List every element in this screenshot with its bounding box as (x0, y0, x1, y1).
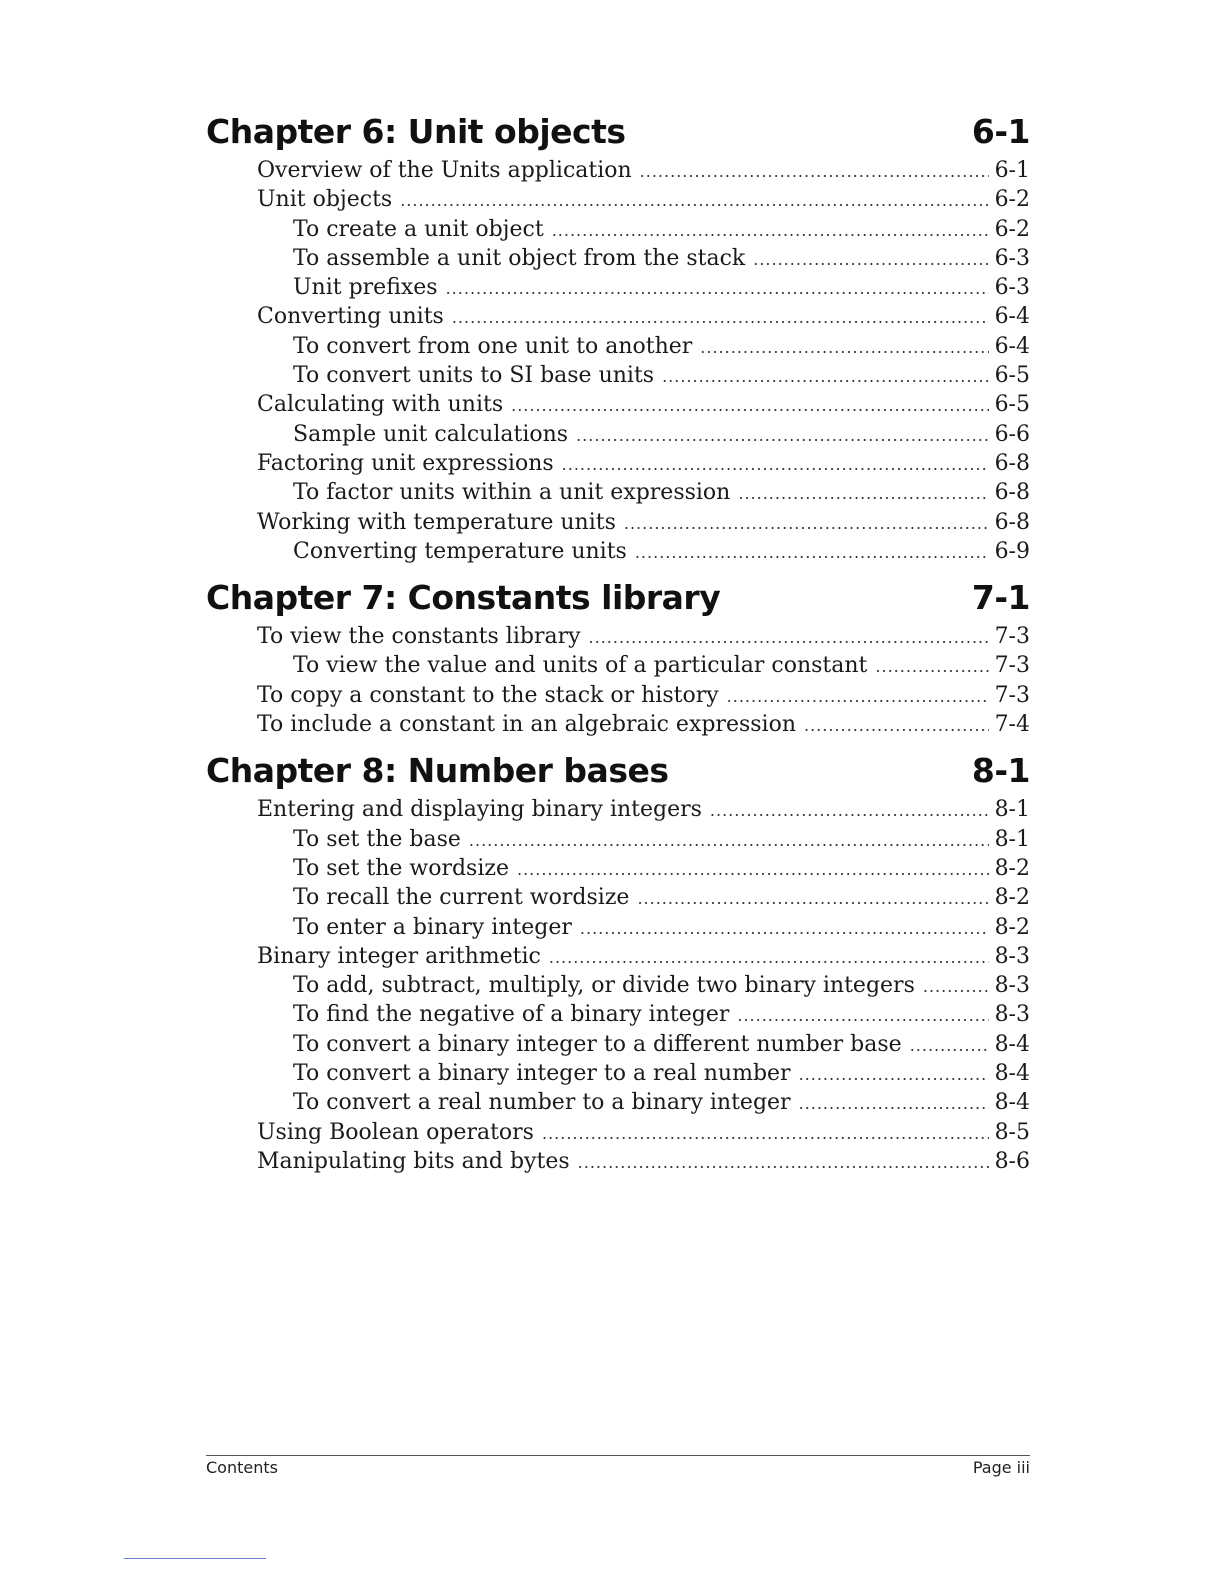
toc-entry-title: To assemble a unit object from the stack (293, 245, 746, 271)
toc-entry[interactable] (206, 361, 1030, 390)
chapter-page: 7-1 (971, 578, 1030, 618)
toc-entry-title: Unit objects (257, 187, 393, 213)
dot-leader (469, 826, 989, 855)
toc-entry-title: Overview of the Units application (257, 158, 632, 183)
dot-leader (580, 914, 989, 943)
dot-leader (727, 682, 989, 711)
toc-entry-page: 7-3 (994, 682, 1030, 708)
toc-entry-title: To enter a binary integer (293, 914, 572, 940)
dot-leader (700, 333, 988, 362)
toc-entry-page: 8-3 (994, 1002, 1030, 1028)
dot-leader (517, 855, 989, 884)
toc-entry-title: To include a constant in an algebraic expression (257, 712, 796, 738)
toc-entry[interactable] (206, 537, 1030, 566)
toc-entry-page: 8-1 (994, 797, 1030, 823)
toc-entry-page: 8-4 (994, 1090, 1030, 1116)
chapter-title: Chapter 7: Constants library (206, 578, 721, 618)
dot-leader (637, 884, 988, 913)
toc-entry-title: To view the value and units of a particular constant (293, 653, 868, 679)
toc-entry-title: Calculating with units (257, 392, 504, 418)
dot-leader (640, 157, 989, 186)
toc-entry-title: Converting temperature units (293, 538, 627, 564)
toc-entry[interactable] (206, 1059, 1030, 1088)
toc-entry-page: 8-2 (994, 855, 1030, 881)
toc-entry-page: 8-2 (994, 885, 1030, 911)
toc-entry[interactable] (206, 681, 1030, 710)
dot-leader (624, 509, 989, 538)
toc-entry-title: To find the negative of a binary integer (293, 1002, 730, 1028)
page-footer (206, 1458, 1030, 1477)
toc-entry-page: 6-3 (994, 245, 1030, 271)
toc-entry-page: 7-3 (994, 624, 1030, 650)
toc-entry-title: To convert from one unit to another (293, 333, 693, 359)
dot-leader (511, 391, 988, 420)
toc-entry[interactable] (206, 302, 1030, 331)
scan-artifact-line (124, 1558, 266, 1559)
toc-entry[interactable] (206, 185, 1030, 214)
dot-leader (452, 303, 989, 332)
toc-entry-title: Working with temperature units (257, 509, 616, 535)
toc-entry[interactable] (206, 244, 1030, 273)
toc-entry-title: Sample unit calculations (293, 421, 569, 447)
chapter-page: 6-1 (971, 112, 1030, 151)
toc-entry-page: 6-1 (994, 158, 1030, 183)
chapter-title: Chapter 6: Unit objects (206, 112, 626, 151)
toc-entry-title: Unit prefixes (293, 275, 438, 301)
toc-entry-title: To copy a constant to the stack or history (257, 682, 719, 708)
dot-leader (737, 1001, 988, 1030)
dot-leader (635, 538, 989, 567)
toc-entry-title: To convert a binary integer to a real number (293, 1061, 791, 1087)
chapter-heading[interactable] (206, 576, 1030, 620)
toc-entry-title: To convert a binary integer to a different number base (293, 1031, 902, 1057)
footer-page-number: Page iii (972, 1458, 1030, 1477)
toc-entry[interactable] (206, 942, 1030, 971)
dot-leader (542, 1119, 989, 1148)
toc-entry-title: To view the constants library (257, 624, 581, 650)
toc-entry-page: 6-8 (994, 509, 1030, 535)
toc-entry-page: 6-5 (994, 392, 1030, 418)
dot-leader (910, 1031, 989, 1060)
dot-leader (549, 943, 989, 972)
toc-entry[interactable] (206, 710, 1030, 739)
toc-entry-page: 8-5 (994, 1119, 1030, 1145)
toc-entry-page: 6-8 (994, 480, 1030, 506)
toc-entry[interactable] (206, 332, 1030, 361)
chapter-heading[interactable] (206, 110, 1030, 154)
toc-entry[interactable] (206, 971, 1030, 1000)
dot-leader (923, 972, 989, 1001)
dot-leader (753, 245, 988, 274)
dot-leader (875, 652, 988, 681)
toc-entry-title: To set the wordsize (293, 855, 509, 881)
toc-entry[interactable] (206, 651, 1030, 680)
toc-entry[interactable] (206, 478, 1030, 507)
toc-entry[interactable] (206, 215, 1030, 244)
toc-entry[interactable] (206, 854, 1030, 883)
dot-leader (799, 1060, 989, 1089)
toc-entry-title: Binary integer arithmetic (257, 943, 541, 969)
dot-leader (589, 623, 989, 652)
toc-entry[interactable] (206, 825, 1030, 854)
chapter-title: Chapter 8: Number bases (206, 751, 669, 791)
toc-entry[interactable] (206, 1030, 1030, 1059)
toc-entry-title: Entering and displaying binary integers (257, 797, 702, 823)
toc-entry-page: 8-3 (994, 943, 1030, 969)
dot-leader (446, 274, 989, 303)
toc-entry[interactable] (206, 1118, 1030, 1147)
dot-leader (400, 186, 988, 215)
toc-entry[interactable] (206, 273, 1030, 302)
toc-entry-title: To add, subtract, multiply, or divide two binary integers (293, 973, 915, 999)
toc-entry-title: Manipulating bits and bytes (257, 1148, 570, 1174)
toc-entry-title: To convert a real number to a binary integer (293, 1090, 791, 1116)
toc-entry[interactable] (206, 913, 1030, 942)
toc-entry-title: Factoring unit expressions (257, 450, 554, 476)
toc-entry-page: 8-6 (994, 1148, 1030, 1174)
toc-entry-page: 7-4 (994, 712, 1030, 738)
toc-entry-page: 6-2 (994, 187, 1030, 213)
toc-entry[interactable] (206, 1147, 1030, 1176)
toc-entry-page: 6-4 (994, 333, 1030, 359)
dot-leader (576, 421, 988, 450)
toc-entry-page: 6-2 (994, 216, 1030, 242)
toc-entry-page: 6-8 (994, 450, 1030, 476)
dot-leader (662, 362, 988, 391)
toc-entry-title: Using Boolean operators (257, 1119, 534, 1145)
toc-entry[interactable] (206, 390, 1030, 419)
toc-entry-title: To set the base (293, 826, 461, 852)
toc-entry-title: To convert units to SI base units (293, 363, 655, 389)
toc-entry-title: To create a unit object (293, 216, 544, 242)
toc-entry-page: 8-4 (994, 1061, 1030, 1087)
dot-leader (710, 796, 989, 825)
toc-entry-title: To recall the current wordsize (293, 885, 630, 911)
toc-entry-page: 6-6 (994, 421, 1030, 447)
dot-leader (799, 1089, 989, 1118)
dot-leader (738, 479, 988, 508)
toc-entry-page: 6-5 (994, 363, 1030, 389)
dot-leader (562, 450, 989, 479)
toc-entry-page: 7-3 (994, 653, 1030, 679)
toc-entry-page: 8-4 (994, 1031, 1030, 1057)
chapter-page: 8-1 (971, 751, 1030, 791)
toc-entry[interactable] (206, 449, 1030, 478)
toc-entry[interactable] (206, 420, 1030, 449)
chapter-heading[interactable] (206, 749, 1030, 793)
footer-divider (206, 1455, 1030, 1456)
toc-entry-page: 8-3 (994, 973, 1030, 999)
table-of-contents (206, 110, 1030, 1176)
toc-entry[interactable] (206, 508, 1030, 537)
dot-leader (804, 711, 989, 740)
toc-entry[interactable] (206, 1088, 1030, 1117)
toc-entry[interactable] (206, 1000, 1030, 1029)
dot-leader (578, 1148, 989, 1177)
toc-entry[interactable] (206, 156, 1030, 185)
footer-section-label: Contents (206, 1458, 278, 1477)
toc-entry-page: 8-2 (994, 914, 1030, 940)
toc-entry-page: 6-3 (994, 275, 1030, 301)
toc-entry[interactable] (206, 622, 1030, 651)
toc-entry-title: To factor units within a unit expression (293, 480, 731, 506)
toc-entry[interactable] (206, 795, 1030, 824)
toc-entry-page: 8-1 (994, 826, 1030, 852)
toc-entry[interactable] (206, 883, 1030, 912)
dot-leader (552, 216, 989, 245)
toc-entry-page: 6-4 (994, 304, 1030, 330)
toc-entry-title: Converting units (257, 304, 444, 330)
toc-entry-page: 6-9 (994, 538, 1030, 564)
